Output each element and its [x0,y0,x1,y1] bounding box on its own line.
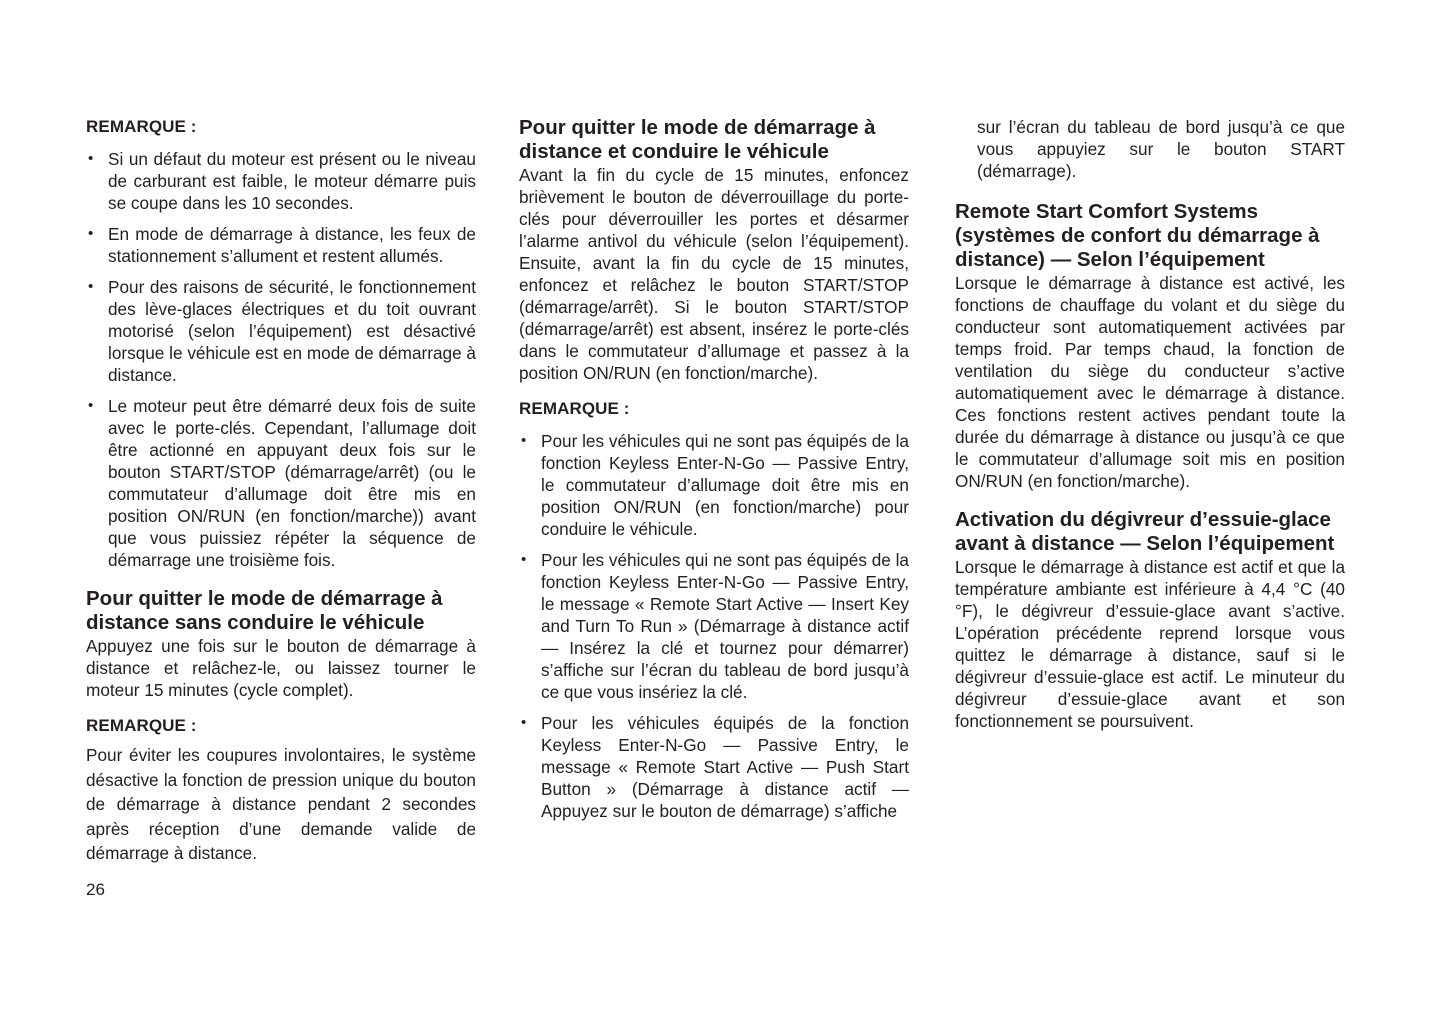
bullet-icon: • [521,551,527,568]
list-item: • Pour des raisons de sécurité, le fonctionnement des lève-glaces électriques et du toit ouvrant motorisé (selon l’équipement) est désactivé lorsque le véhicule est en mode de démarrage à distance. [88,277,476,385]
section-heading-quit-without-driving: Pour quitter le mode de démarrage à distance sans conduire le véhicule [86,587,443,634]
list-item: • Pour les véhicules qui ne sont pas équipés de la fonction Keyless Enter-N-Go — Passive Entry, le message « Remote Start Active — Insert Key and Turn To Run » (Démarrage à distance actif — Insérez la clé et tournez pour démarrer) s’affiche sur l’écran du tableau de bord jusqu’à ce que vous insériez la clé. [521,550,909,702]
list-item: • Pour les véhicules équipés de la fonction Keyless Enter-N-Go — Passive Entry, le message « Remote Start Active — Push Start Button » (Démarrage à distance actif — Appuyez sur le bouton de démarrage) s’affiche [521,713,909,821]
remarque-bullet-list [519,430,909,822]
section-body: Lorsque le démarrage à distance est activé, les fonctions de chauffage du volant et du siège du conducteur sont automatiquement activées par temps froid. Par temps chaud, la fonction de ventilation du siège du conducteur s’active automatiquement avec le démarrage à distance. Ces fonctions restent actives pendant toute la durée du démarrage à distance ou jusqu’à ce que le commutateur d’allumage soit mis en position ON/RUN (en fonction/marche). [955,273,1345,491]
section-heading-quit-and-drive: Pour quitter le mode de démarrage à distance et conduire le véhicule [519,116,876,163]
section-heading-wiper-deicer: Activation du dégivreur d’essuie-glace avant à distance — Selon l’équipement [955,508,1335,555]
bullet-icon: • [88,150,94,167]
bullet-icon: • [88,278,94,295]
remarque-bullet-list [86,148,476,571]
bullet-continuation: sur l’écran du tableau de bord jusqu’à ce que vous appuyiez sur le bouton START (démarrage). [977,117,1345,181]
list-item: • Le moteur peut être démarré deux fois de suite avec le porte-clés. Cependant, l’allumage doit être actionné en appuyant deux fois sur le bouton START/STOP (démarrage/arrêt) (ou le commutateur d’allumage doit être mis en position ON/RUN (en fonction/marche)) avant que vous puissiez répéter la séquence de démarrage une troisième fois. [88,396,476,570]
bullet-icon: • [521,714,527,731]
section-body: Avant la fin du cycle de 15 minutes, enfoncez brièvement le bouton de déverrouillage du porte-clés pour déverrouiller les portes et désarmer l’alarme antivol du véhicule (selon l’équipement). Ensuite, avant la fin du cycle de 15 minutes, enfoncez et relâchez le bouton START/STOP (démarrage/arrêt). Si le bouton START/STOP (démarrage/arrêt) est absent, insérez le porte-clés dans le commutateur d’allumage et passez à la position ON/RUN (en fonction/marche). [519,165,909,383]
list-item: • Si un défaut du moteur est présent ou le niveau de carburant est faible, le moteur démarre puis se coupe dans les 10 secondes. [88,149,476,213]
section-body: Lorsque le démarrage à distance est actif et que la température ambiante est inférieure à 4,4 °C (40 °F), le dégivreur d’essuie-glace avant s’active. L’opération précédente reprend lorsque vous quittez le démarrage à distance, sauf si le dégivreur d’essuie-glace est actif. Le minuteur du dégivreur d’essuie-glace avant et son fonctionnement se poursuivent. [955,557,1345,731]
column-3 [955,116,1345,740]
remarque-body: Pour éviter les coupures involontaires, le système désactive la fonction de pression unique du bouton de démarrage à distance pendant 2 secondes après réception d’une demande valide de démarrage à distance. [86,745,476,863]
column-1 [86,116,476,874]
section-heading-remote-start-comfort: Remote Start Comfort Systems (systèmes de confort du démarrage à distance) — Selon l’équipement [955,200,1320,271]
list-item: • Pour les véhicules qui ne sont pas équipés de la fonction Keyless Enter-N-Go — Passive Entry, le commutateur d’allumage doit être mis en position ON/RUN (en fonction/marche) pour conduire le véhicule. [521,431,909,539]
remarque-label: REMARQUE : [519,399,630,418]
section-body: Appuyez une fois sur le bouton de démarrage à distance et relâchez-le, ou laissez tourner le moteur 15 minutes (cycle complet). [86,636,476,700]
page-number: 26 [86,880,105,899]
list-item: • En mode de démarrage à distance, les feux de stationnement s’allument et restent allumés. [88,224,476,266]
remarque-label: REMARQUE : [86,716,197,735]
remarque-label: REMARQUE : [86,117,197,136]
bullet-icon: • [88,397,94,414]
bullet-icon: • [521,432,527,449]
bullet-icon: • [88,225,94,242]
column-2 [519,116,909,831]
